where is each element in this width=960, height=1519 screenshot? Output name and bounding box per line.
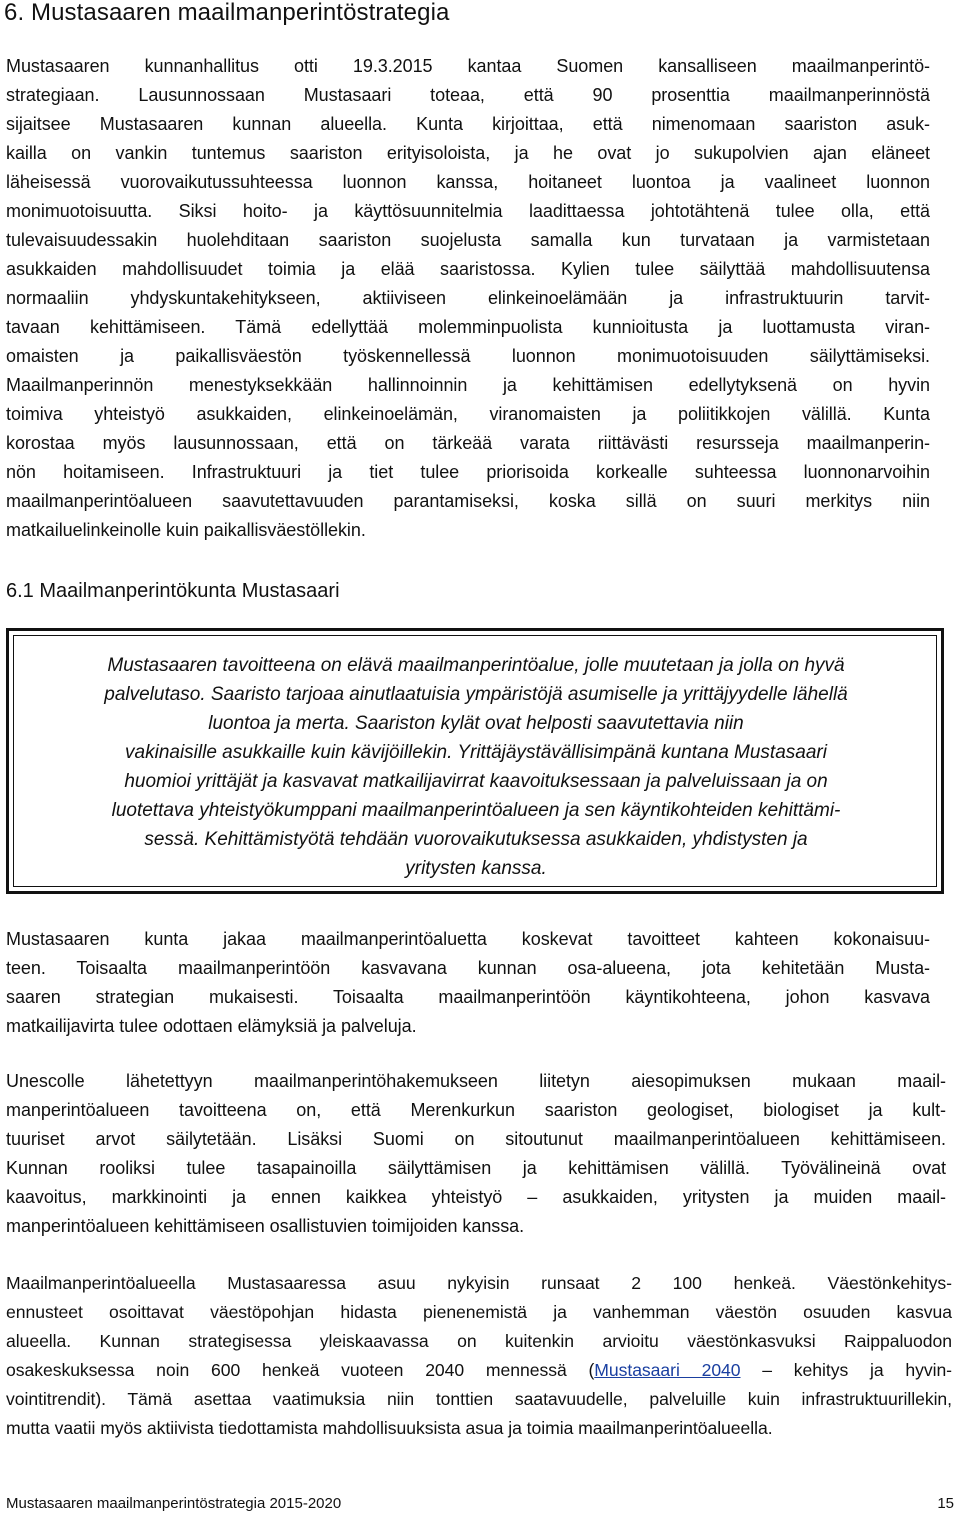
text-line: alueella. Kunnan strategisessa yleiskaavassa on kuitenkin arvioitu väestönkasvuksi Raippaluodon bbox=[6, 1331, 952, 1351]
text-line: luontoa ja merta. Saariston kylät ovat helposti saavutettavia niin bbox=[208, 713, 744, 734]
text-line: nön hoitamiseen. Infrastruktuuri ja tiet tulee priorisoida korkealle suhteessa luonnonarvoihin bbox=[6, 462, 930, 482]
text-line: Mustasaaren tavoitteena on elävä maailmanperintöalue, jolle muutetaan ja jolla on hyvä bbox=[107, 655, 845, 676]
text-line: asukkaiden mahdollisuudet toimia ja elää saaristossa. Kylien tulee säilyttää mahdollisuutensa bbox=[6, 259, 930, 279]
text-segment: – kehitys ja hyvin- bbox=[740, 1360, 952, 1380]
text-line: tulevaisuudessakin huolehditaan saariston suojelusta samalla kun turvataan ja varmistetaan bbox=[6, 230, 930, 250]
text-line: ennusteet osoittavat väestöpohjan hidasta pienenemistä ja vanhemman väestön osuuden kasvua bbox=[6, 1302, 952, 1322]
text-line: Unescolle lähetettyyn maailmanperintöhakemukseen liitetyn aiesopimuksen mukaan maail- bbox=[6, 1071, 946, 1091]
vision-statement bbox=[31, 651, 921, 883]
text-line: vakinaisille asukkaille kuin kävijöillekin. Yrittäjäystävällisimpänä kuntana Mustasaari bbox=[125, 742, 827, 763]
text-line: läheisessä vuorovaikutussuhteessa luonnon kanssa, hoitaneet luontoa ja vaalineet luonnon bbox=[6, 172, 930, 192]
text-line: toimiva yhteistyö asukkaiden, elinkeinoelämän, viranomaisten ja poliitikkojen välillä. Kunta bbox=[6, 404, 930, 424]
text-line: palvelutaso. Saaristo tarjoaa ainutlaatuisia ympäristöjä asumiselle ja yrittäjyydelle lähellä bbox=[104, 684, 848, 705]
text-line: normaaliin yhdyskuntakehitykseen, aktiiviseen elinkeinoelämään ja infrastruktuurin tarvit- bbox=[6, 288, 930, 308]
text-line: maailmanperintöalueen saavutettavuuden parantamiseksi, koska sillä on suuri merkitys niin bbox=[6, 491, 930, 511]
goals-paragraph bbox=[6, 925, 930, 1041]
text-line: yritysten kanssa. bbox=[405, 858, 547, 879]
text-line: omaisten ja paikallisväestön työskennellessä luonnon monimuotoisuuden säilyttämiseksi. bbox=[6, 346, 930, 366]
text-line: manperintöalueen kehittämiseen osallistuvien toimijoiden kanssa. bbox=[6, 1216, 525, 1236]
text-line: monimuotoisuutta. Siksi hoito- ja käyttösuunnitelmia laadittaessa johtotähtenä tulee olla, että bbox=[6, 201, 930, 221]
text-line: kaavoitus, markkinointi ja ennen kaikkea yhteistyö – asukkaiden, yritysten ja muiden maail- bbox=[6, 1187, 946, 1207]
text-line: matkailuelinkeinolle kuin paikallisväestöllekin. bbox=[6, 520, 366, 540]
text-line: kailla on vankin tuntemus saariston erityisoloista, ja he ovat jo sukupolvien ajan eläneet bbox=[6, 143, 930, 163]
text-line: manperintöalueen tavoitteena on, että Merenkurkun saariston geologiset, biologiset ja kult- bbox=[6, 1100, 946, 1120]
text-line: teen. Toisaalta maailmanperintöön kasvavana kunnan osa-alueena, jota kehitetään Musta- bbox=[6, 958, 930, 978]
text-line: Mustasaaren kunnanhallitus otti 19.3.2015 kantaa Suomen kansalliseen maailmanperintö- bbox=[6, 56, 930, 76]
subheading: 6.1 Maailmanperintökunta Mustasaari bbox=[6, 580, 340, 602]
intro-paragraph bbox=[6, 52, 930, 545]
text-line: korostaa myös lausunnossaan, että on tärkeää varata riittävästi resursseja maailmanperin- bbox=[6, 433, 930, 453]
population-paragraph bbox=[6, 1269, 952, 1443]
text-line: saaren strategian mukaisesti. Toisaalta maailmanperintöön käyntikohteena, johon kasvava bbox=[6, 987, 930, 1007]
text-line: sessä. Kehittämistyötä tehdään vuorovaikutuksessa asukkaiden, yhdistysten ja bbox=[144, 829, 808, 850]
text-line-with-link bbox=[6, 1356, 952, 1385]
footer-document-title: Mustasaaren maailmanperintöstrategia 2015-2020 bbox=[6, 1495, 342, 1512]
text-line: tuuriset arvot säilytetään. Lisäksi Suomi on sitoutunut maailmanperintöalueen kehittämiseen. bbox=[6, 1129, 946, 1149]
mustasaari-2040-link[interactable]: Mustasaari 2040 bbox=[594, 1360, 741, 1380]
text-line: tavaan kehittämiseen. Tämä edellyttää molemminpuolista kunnioitusta ja luottamusta viran- bbox=[6, 317, 930, 337]
text-line: Mustasaaren kunta jakaa maailmanperintöaluetta koskevat tavoitteet kahteen kokonaisuu- bbox=[6, 929, 930, 949]
text-segment: osakeskuksessa noin 600 henkeä vuoteen 2040 mennessä ( bbox=[6, 1360, 595, 1380]
page-heading: 6. Mustasaaren maailmanperintöstrategia bbox=[4, 0, 450, 26]
text-line: strategiaan. Lausunnossaan Mustasaari toteaa, että 90 prosenttia maailmanperinnöstä bbox=[6, 85, 930, 105]
text-line: mutta vaatii myös aktiivista tiedottamista mahdollisuuksista asua ja toimia maailmanperintöalueella. bbox=[6, 1418, 773, 1438]
text-line: vointitrendit). Tämä asettaa vaatimuksia niin tonttien saatavuudelle, palveluille kuin infrastruktuurillekin, bbox=[6, 1389, 952, 1409]
text-line: matkailijavirta tulee odottaen elämyksiä ja palveluja. bbox=[6, 1016, 417, 1036]
text-line: Kunnan rooliksi tulee tasapainoilla säilyttämisen ja kehittämisen välillä. Työvälineinä ovat bbox=[6, 1158, 946, 1178]
vision-box bbox=[6, 628, 944, 894]
text-line: Maailmanperinnön menestyksekkään hallinnoinnin ja kehittämisen edellytyksenä on hyvin bbox=[6, 375, 930, 395]
text-line: huomioi yrittäjät ja kasvavat matkailijavirrat kaavoituksessaan ja palveluissaan ja on bbox=[124, 771, 828, 792]
text-line: Maailmanperintöalueella Mustasaaressa asuu nykyisin runsaat 2 100 henkeä. Väestönkehitys- bbox=[6, 1273, 952, 1293]
text-line: luotettava yhteistyökumppani maailmanperintöalueen ja sen käyntikohteiden kehittämi- bbox=[111, 800, 841, 821]
footer-page-number: 15 bbox=[937, 1495, 954, 1512]
unesco-paragraph bbox=[6, 1067, 946, 1241]
text-line: sijaitsee Mustasaaren kunnan alueella. Kunta kirjoittaa, että nimenomaan saariston asuk- bbox=[6, 114, 930, 134]
